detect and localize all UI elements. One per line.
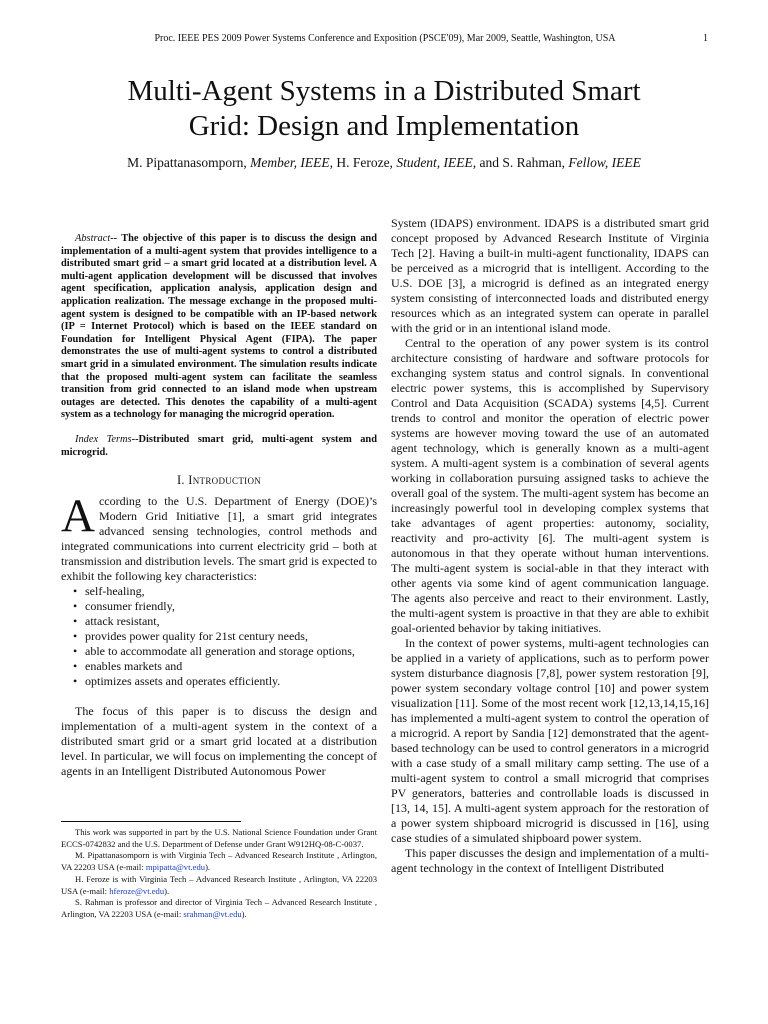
email-link[interactable]: srahman@vt.edu: [183, 908, 242, 919]
author-affiliation-1: [61, 850, 377, 873]
list-item: • optimizes assets and operates efficiently.: [73, 674, 377, 689]
affiliation-close: ).: [205, 862, 211, 873]
intro-paragraph: [61, 490, 377, 584]
email-link[interactable]: mpipatta@vt.edu: [145, 862, 206, 873]
email-link[interactable]: hferoze@vt.edu: [109, 885, 165, 896]
abstract-label: Abstract: [75, 233, 111, 244]
list-item: • enables markets and: [73, 659, 377, 674]
author-2: , H. Feroze,: [329, 155, 397, 170]
running-header: Proc. IEEE PES 2009 Power Systems Conference and Exposition (PSCE'09), Mar 2009, Seattle, Washington, USA: [154, 33, 616, 44]
abstract: [61, 233, 377, 422]
title-line-2: Grid: Design and Implementation: [188, 110, 580, 142]
author-3-role: Fellow, IEEE: [568, 155, 641, 170]
author-3: , and S. Rahman,: [472, 155, 569, 170]
title-line-1: Multi-Agent Systems in a Distributed Smart: [127, 75, 641, 107]
footnotes: [61, 827, 377, 921]
paper-title: [40, 74, 728, 144]
affiliation-text: M. Pipattanasomporn is with Virginia Tech – Advanced Research Institute , Arlington, VA 22203 USA (e-mail:: [61, 850, 377, 873]
drop-cap: A: [61, 490, 95, 543]
index-terms: [61, 434, 377, 459]
affiliation-close: ).: [241, 908, 247, 919]
page-number: 1: [703, 33, 708, 44]
section-heading-introduction: [61, 473, 377, 488]
funding-note: This work was supported in part by the U.S. National Science Foundation under Grant ECCS-0742832 and the U.S. Department of Defense under Grant W912HQ-08-C-0037.: [61, 827, 377, 849]
list-item: • attack resistant,: [73, 614, 377, 629]
intro-text: ccording to the U.S. Department of Energy (DOE)’s Modern Grid Initiative [1], a smart grid integrates advanced sensing technologies, control methods and integrated communications into current electricity grid – both at transmission and distribution levels. The smart grid is expected to exhibit the following key characteristics:: [61, 494, 377, 584]
left-column: [61, 216, 377, 779]
focus-paragraph: The focus of this paper is to discuss the design and implementation of a multi-agent system in the context of a distributed smart grid or a smart grid located at a distribution level. In particular, we will focus on implementing the concept of agents in an Intelligent Distributed Autonomous Power: [61, 704, 377, 779]
affiliation-close: ).: [164, 885, 170, 896]
affiliation-text: S. Rahman is professor and director of Virginia Tech – Advanced Research Institute , Arlington, VA 22203 USA (e-mail:: [61, 897, 377, 919]
author-affiliation-3: [61, 897, 377, 920]
list-item: • able to accommodate all generation and storage options,: [73, 644, 377, 659]
author-list: [40, 155, 728, 171]
body-paragraph: In the context of power systems, multi-agent technologies can be applied in a variety of applications, such as to perform power system disturbance diagnosis [7,8], power system restoration [9], power system secondary voltage control [10] and power system visualization [11]. Some of the most recent work [12,13,14,15,16] has implemented a multi-agent system to control the operation of a microgrid. A report by Sandia [12] demonstrated that the agent-based technology can be used to control generators in a microgrid with a case study of a small military camp setting. The use of a multi-agent system to control a small microgrid that comprises PV generators, batteries and controllable loads is discussed in [13, 14, 15]. A multi-agent system approach for the restoration of a power system shipboard microgrid is discussed in [16], using case studies of a simulated shipboard power system.: [391, 636, 709, 845]
affiliation-text: H. Feroze is with Virginia Tech – Advanced Research Institute , Arlington, VA 22203 USA (e-mail:: [61, 873, 377, 896]
body-paragraph: Central to the operation of any power system is its control architecture consisting of hardware and software protocols for exchanging system status and control signals. In conventional electric power systems, this is accomplished by Supervisory Control and Data Acquisition (SCADA) systems [4,5]. Current trends to control and monitor the operation of electric power systems are however moving toward the use of an automated agent technology, which is generally known as a multi-agent system. A multi-agent system is a combination of several agents working in collaboration pursuing assigned tasks to achieve the overall goal of the system. The multi-agent system has become an increasingly powerful tool in developing complex systems that take advantages of agent properties: autonomy, sociality, reactivity and pro-activity [6]. The multi-agent system is autonomous in that they operate without human interventions. The multi-agent system is social-able in that they interact with other agents via some kind of agent communication language. The agents also perceive and react to their environment. Lastly, the multi-agent system is proactive in that they are able to exhibit goal-oriented behavior by taking initiatives.: [391, 336, 709, 635]
section-title: Introduction: [188, 473, 262, 488]
body-paragraph: This paper discusses the design and implementation of a multi-agent technology in the context of Intelligent Distributed: [391, 846, 709, 875]
list-item: • consumer friendly,: [73, 599, 377, 614]
footnote-divider: [61, 821, 241, 822]
body-paragraph: System (IDAPS) environment. IDAPS is a distributed smart grid concept proposed by Advanced Research Institute of Virginia Tech [2]. Having a built-in multi-agent functionality, IDAPS can be perceived as a microgrid that is intelligent. According to the U.S. DOE [3], a microgrid is defined as an integrated energy system consisting of interconnected loads and distributed energy resources which as an integrated system can operate in parallel with the grid or in an intentional island mode.: [391, 216, 709, 335]
author-2-role: Student, IEEE: [396, 155, 473, 170]
author-affiliation-2: [61, 874, 377, 897]
author-1: M. Pipattanasomporn,: [127, 155, 251, 170]
characteristics-list: [61, 584, 377, 689]
author-1-role: Member, IEEE: [250, 155, 330, 170]
right-column: [391, 216, 709, 876]
section-numeral: I.: [176, 473, 189, 488]
abstract-text: -- The objective of this paper is to discuss the design and implementation of a multi-agent system that provides intelligence to a distributed smart grid – a smart grid located at a distribution level. A multi-agent application development will be discussed that involves agent specification, application analysis, application design and application realization. The message exchange in the proposed multi-agent system is designed to be compatible with an IP-based network (IP = Internet Protocol) which is based on the IEEE standard on Foundation for Intelligent Physical Agent (FIPA). The paper demonstrates the use of multi-agent systems to control a distributed smart grid in a simulated environment. The simulation results indicate that the proposed multi-agent system can facilitate the seamless transition from grid connected to an island mode when upstream outages are detected. This denotes the capability of a multi-agent system as a technology for managing the microgrid operation.: [61, 233, 377, 421]
index-terms-label: Index Terms: [75, 433, 132, 445]
list-item: • self-healing,: [73, 584, 377, 599]
index-terms-text: --Distributed smart grid, multi-agent system and microgrid.: [61, 433, 377, 458]
list-item: • provides power quality for 21st century needs,: [73, 629, 377, 644]
